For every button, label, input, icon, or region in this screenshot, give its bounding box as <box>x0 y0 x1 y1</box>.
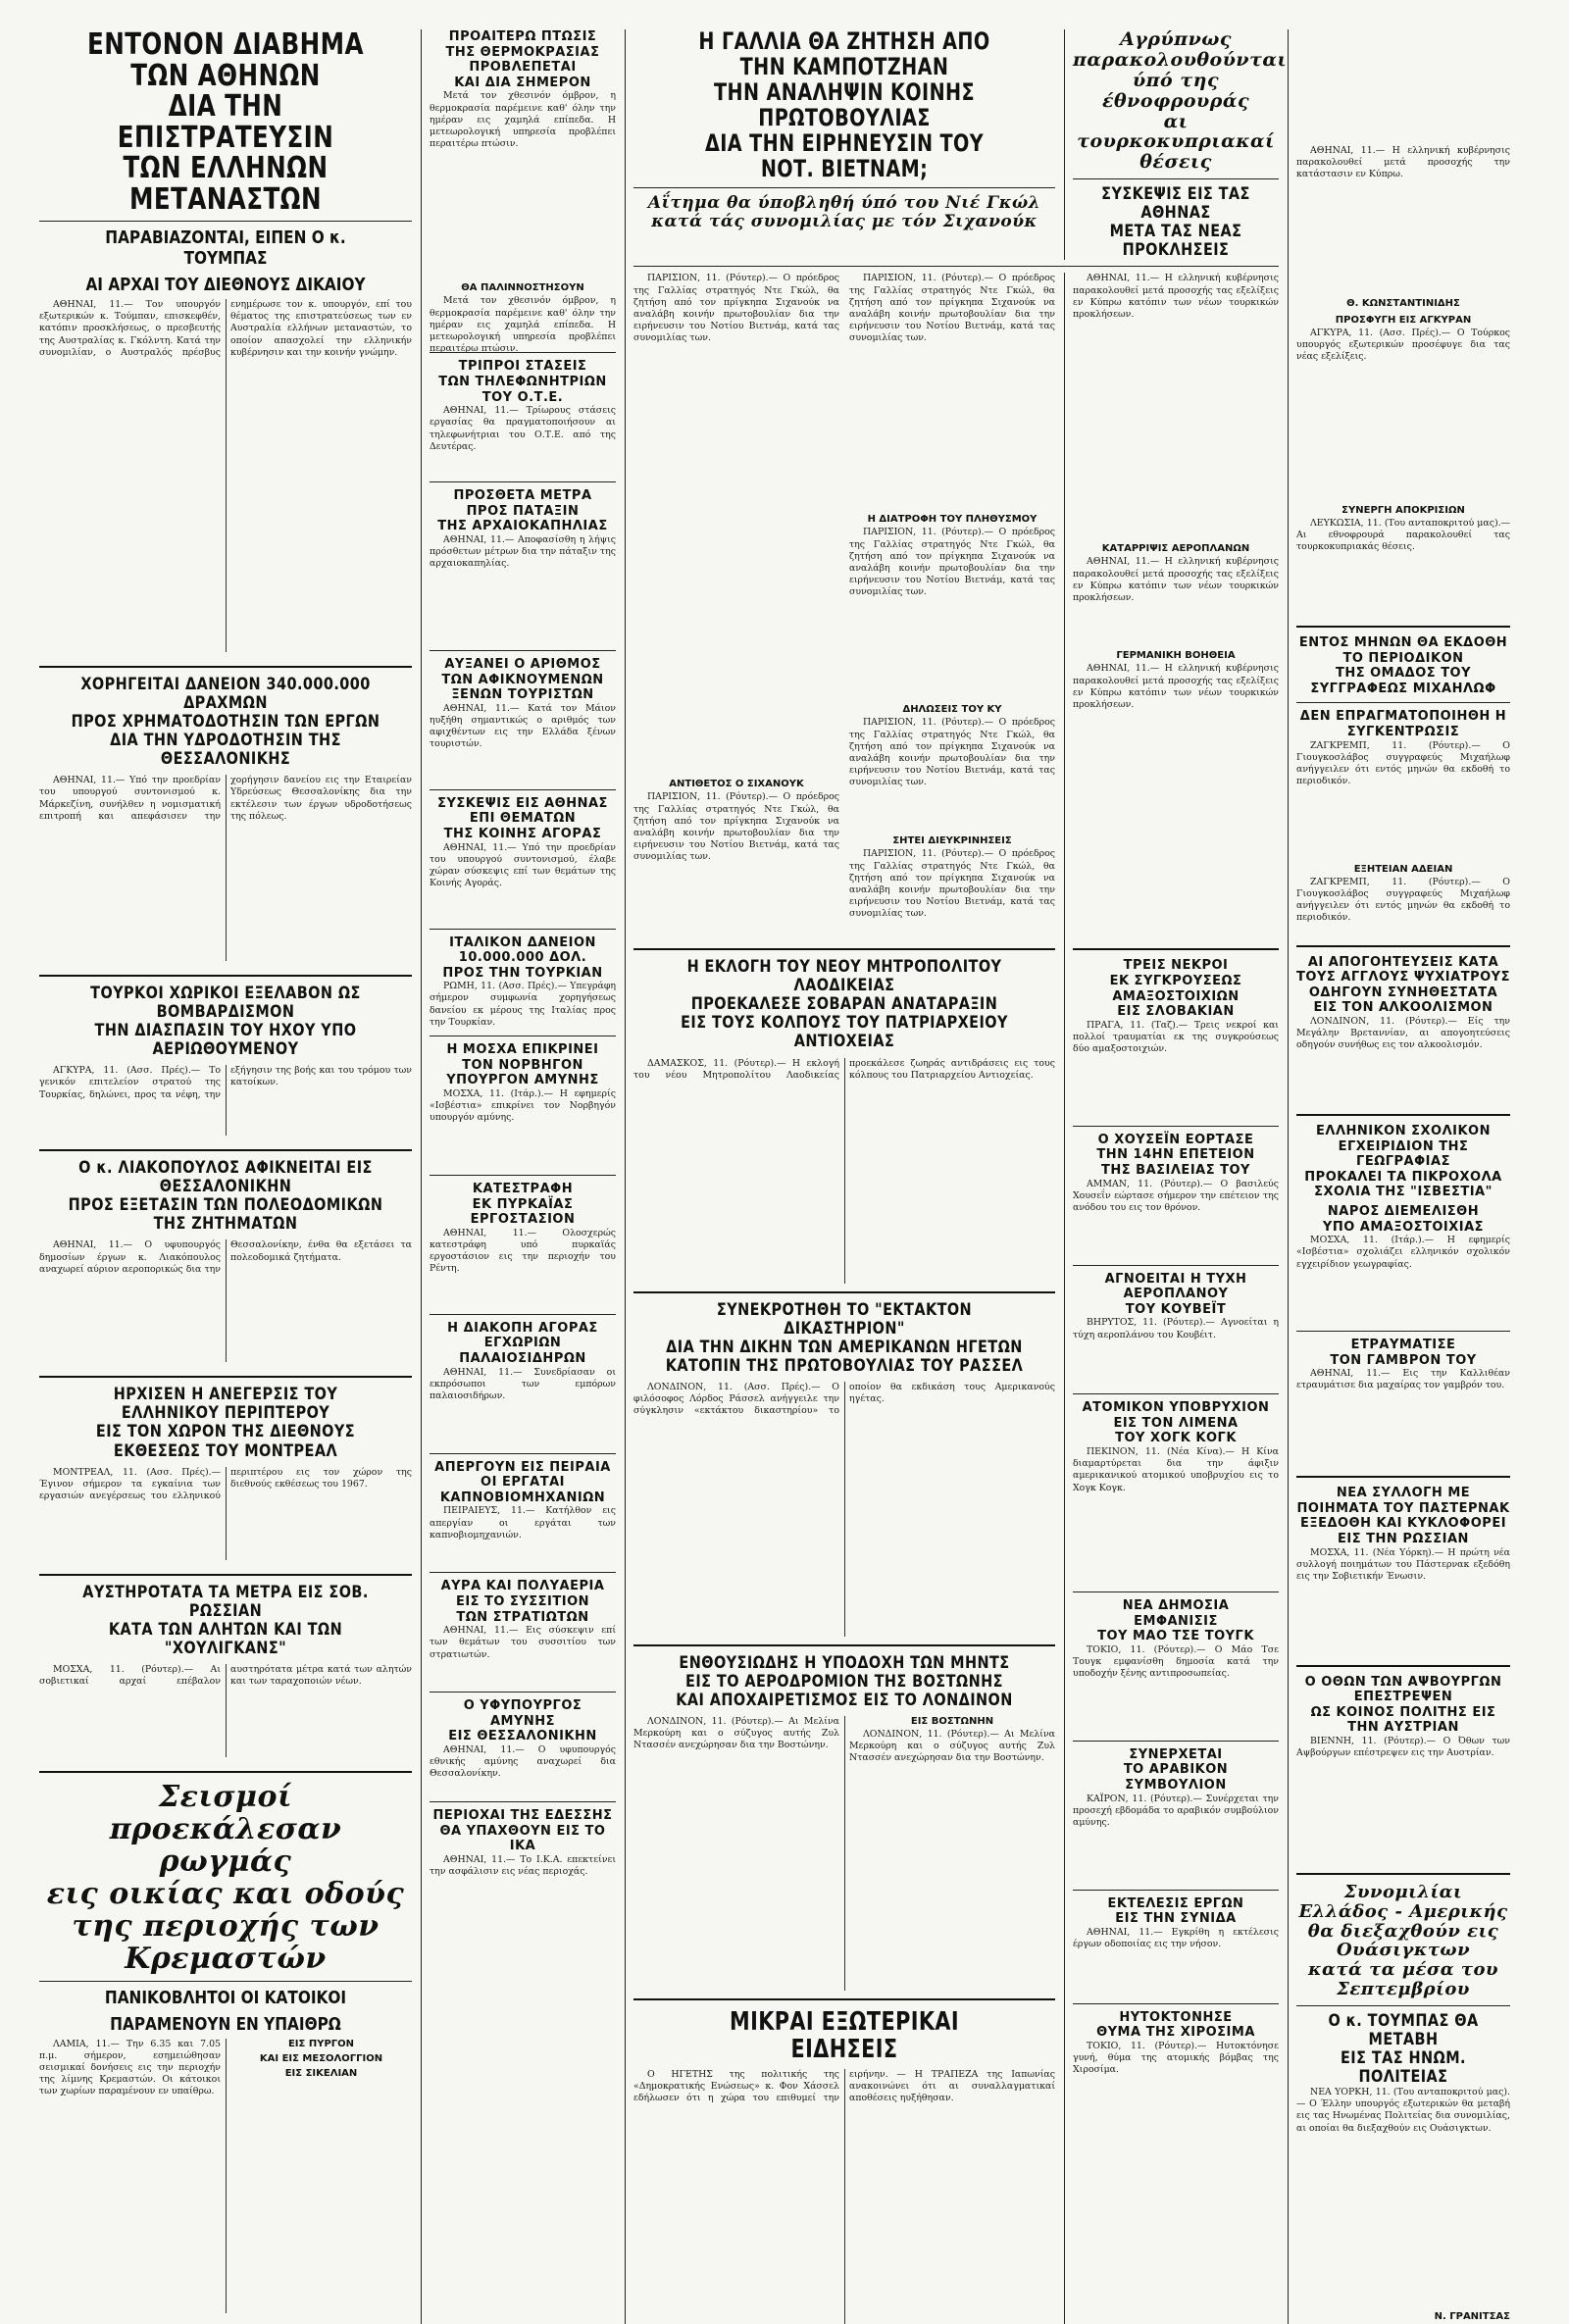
headline-line: ΑΥΞΑΝΕΙ Ο ΑΡΙΘΜΟΣ <box>444 656 601 672</box>
headline-line: ΞΕΝΩΝ ΤΟΥΡΙΣΤΩΝ <box>451 687 594 703</box>
article-sonic <box>39 985 412 1136</box>
headline-line: ΚΑΤΕΣΤΡΑΦΗ <box>472 1182 574 1197</box>
headline-line: ΤΩΝ ΑΦΙΚΝΟΥΜΕΝΩΝ <box>441 672 604 687</box>
article-text: ΒΗΡΥΤΟΣ, 11. (Ρόυτερ).— Αγνοείται η τύχη αεροπλάνου του Κουβέιτ. <box>1073 1317 1279 1340</box>
headline-line: Σεισμοί προεκάλεσαν ρωγμάς <box>109 1779 342 1879</box>
article-text: ΠΑΡΙΣΙΟΝ, 11. (Ρόυτερ).— Ο πρόεδρος της Γαλλίας στρατηγός Ντε Γκώλ, θα ζητήση από τον πρίγκηπα Σιχανούκ να αναλάβη κοινήν πρωτοβουλίαν δια την ειρήνευσιν του Νοτίου Βιετνάμ, κατά τας συνομιλίας των. <box>849 527 1055 598</box>
headline-line: ΤΗΝ 14ΗΝ ΕΠΕΤΕΙΟΝ <box>1096 1147 1255 1163</box>
headline-line: ΑΥΣΤΗΡΟΤΑΤΑ ΤΑ ΜΕΤΡΑ ΕΙΣ ΣΟΒ. ΡΩΣΣΙΑΝ <box>82 1582 369 1621</box>
headline-line: Ο κ. ΛΙΑΚΟΠΟΥΛΟΣ ΑΦΙΚΝΕΙΤΑΙ ΕΙΣ ΘΕΣΣΑΛΟΝΙΚΗΝ <box>78 1158 373 1197</box>
column-rule <box>421 29 422 2324</box>
article-text: ΑΘΗΝΑΙ, 11.— Εις σύσκεψιν επί των θεμάτων του συσσιτίου των στρατιωτών. <box>430 1625 616 1660</box>
article-text: ΜΟΝΤΡΕΑΛ, 11. (Ασσ. Πρές).— Έγινον σήμερον τα εγκαίνια των εργασιών ανεγέρσεως του ελληνικού περιπτέρου εις τον χώρον της διεθνούς εκθέσεως του 1967. <box>39 1466 412 1501</box>
column-rule <box>1288 29 1289 2324</box>
headline-line: ΤΗΣ ΒΑΣΙΛΕΙΑΣ ΤΟΥ <box>1101 1162 1250 1178</box>
article-text: ΛΟΝΔΙΝΟΝ, 11. (Ρόυτερ).— Αι Μελίνα Μερκούρη και ο σύζυγος αυτής Ζυλ Ντασσέν ανεχώρησαν δια την Βοστώνην. <box>633 1715 839 1751</box>
article-text: ΑΘΗΝΑΙ, 11.— Αποφασίσθη η λήψις πρόσθετων μέτρων δια την πάταξιν της αρχαιοκαπηλίας. <box>430 533 616 570</box>
article-france-cambodia <box>633 29 1055 260</box>
article-text: ΠΑΡΙΣΙΟΝ, 11. (Ρόυτερ).— Ο πρόεδρος της Γαλλίας στρατηγός Ντε Γκώλ, θα ζητήση από τον πρίγκηπα Σιχανούκ να αναλάβη κοινήν πρωτοβουλίαν δια την ειρήνευσιν του Νοτίου Βιετνάμ, κατά τας συνομιλίας των. <box>849 717 1055 788</box>
article-text: ΛΟΝΔΙΝΟΝ, 11. (Ασσ. Πρές).— Ο φιλόσοφος Λόρδος Ράσσελ ανήγγειλε την σύγκλησιν «εκτάκτου δικαστηρίου» το οποίον θα εκδικάση τους Αμερικανούς ηγέτας. <box>633 1381 1055 1417</box>
article-text: ΑΘΗΝΑΙ, 11.— Ο υφυπουργός δημοσίων έργων κ. Λιακόπουλος αναχωρεί αύριον αεροπορικώς δια την Θεσσαλονίκην, ένθα θα εξετάσει τα πολεοδομικά ζητήματα. <box>39 1239 412 1275</box>
headline-line: ΤΟΥ ΚΟΥΒΕΪΤ <box>1125 1301 1227 1317</box>
headline-line: ΙΤΑΛΙΚΟΝ ΔΑΝΕΙΟΝ <box>449 935 596 950</box>
center-subcolumn-c <box>1073 273 1279 940</box>
subheadline: ΠΑΡΑΒΙΑΖΟΝΤΑΙ, ΕΙΠΕΝ Ο κ. ΤΟΥΜΠΑΣ <box>105 227 346 269</box>
headline-line: ΣΥΣΚΕΨΙΣ ΕΙΣ ΑΘΗΝΑΣ <box>437 795 608 811</box>
article-text: ΠΕΚΙΝΟΝ, 11. (Νέα Κίνα).— Η Κίνα διαμαρτύρεται δια την άφιξιν αμερικανικού ατομικού υποβρυχίου εις το Χογκ Κογκ. <box>1073 1446 1279 1493</box>
article-text: ΑΘΗΝΑΙ, 11.— Ολοσχερώς κατεστράφη υπό πυρκαϊάς εργοστάσιον εις την περιοχήν του Ρέντη. <box>430 1227 616 1275</box>
headline-line: ΝΑΡΟΣ ΔΙΕΜΕΛΙΣΘΗ <box>1327 1203 1480 1219</box>
headline-line: ΑΤΟΜΙΚΟΝ ΥΠΟΒΡΥΧΙΟΝ <box>1082 1400 1270 1416</box>
headline-line: ΠΡΟΣ ΤΗΝ ΤΟΥΡΚΙΑΝ <box>442 965 603 981</box>
article-text: ΛΑΜΙΑ, 11.— Την 6.35 και 7.05 π.μ. σήμερον, εσημειώθησαν σεισμικαί δονήσεις εις την περιοχήν της λίμνης Κρεμαστών. Οι κάτοικοι των χωρίων παραμένουν εν υπαίθρω. <box>39 2038 221 2097</box>
headline-line: ΕΙΣ ΤΟΥΣ ΚΟΛΠΟΥΣ ΤΟΥ ΠΑΤΡΙΑΡΧΕΙΟΥ ΑΝΤΙΟΧΕΙΑΣ <box>681 1013 1008 1052</box>
headline-line: ΔΕΝ ΕΠΡΑΓΜΑΤΟΠΟΙΗΘΗ Η ΣΥΓΚΕΝΤΡΩΣΙΣ <box>1299 709 1507 739</box>
headline-line: ΩΣ ΚΟΙΝΟΣ ΠΟΛΙΤΗΣ ΕΙΣ ΤΗΝ ΑΥΣΤΡΙΑΝ <box>1310 1704 1496 1736</box>
headline-line: ΕΜΦΑΝΙΣΙΣ <box>1134 1613 1218 1629</box>
section-label: ΚΑΙ ΕΙΣ ΜΕΣΟΛΟΓΓΙΟΝ <box>259 2052 383 2064</box>
headline-line: ΣΥΜΒΟΥΛΙΟΝ <box>1125 1778 1227 1794</box>
article-text: ΝΕΑ ΥΟΡΚΗ, 11. (Του ανταποκριτού μας).— Ο Έλλην υπουργός εξωτερικών θα μεταβή εις τας Ηνωμένας Πολιτείας δια συνομιλίας, αι οποίαι θα διεξαχθούν εις Ουάσιγκτων. <box>1296 2086 1510 2134</box>
headline-line: ΔΙΑ ΤΗΝ ΔΙΚΗΝ ΤΩΝ ΑΜΕΡΙΚΑΝΩΝ ΗΓΕΤΩΝ <box>666 1337 1023 1357</box>
headline-line: Η ΔΙΑΚΟΠΗ ΑΓΟΡΑΣ <box>447 1320 598 1336</box>
headline-line: ΤΩΝ ΣΤΡΑΤΙΩΤΩΝ <box>456 1609 589 1625</box>
headline-line: ΕΙΣ ΤΗΝ ΣΥΝΙΔΑ <box>1115 1911 1237 1927</box>
headline-line: Η ΓΑΛΛΙΑ ΘΑ ΖΗΤΗΣΗ ΑΠΟ ΤΗΝ ΚΑΜΠΟΤΖΗΑΝ <box>698 27 990 80</box>
headline-line: Ο ΧΟΥΣΕΪΝ ΕΟΡΤΑΣΕ <box>1097 1132 1254 1147</box>
headline-line: ΤΗΣ ΘΕΡΜΟΚΡΑΣΙΑΣ <box>445 44 600 60</box>
article-text: ΜΟΣΧΑ, 11. (Ιτάρ.).— Η εφημερίς «Ισβέστια» επικρίνει τον Νορβηγόν υπουργόν αμύνης. <box>430 1088 616 1124</box>
headline-line: ΚΑΠΝΟΒΙΟΜΗΧΑΝΙΩΝ <box>439 1490 606 1505</box>
headline-line: της περιοχής των Κρεμαστών <box>72 1908 380 1976</box>
section-label: ΣΥΝΕΡΓΗ ΑΠΟΚΡΙΣΙΩΝ <box>1341 505 1465 516</box>
byline: Ν. ΓΡΑΝΙΤΣΑΣ <box>1434 2310 1510 2322</box>
article-text: ΑΘΗΝΑΙ, 11.— Το Ι.Κ.Α. επεκτείνει την ασφάλισιν εις νέας περιοχάς. <box>430 1853 616 1877</box>
headline-line: ΜΕΤΑ ΤΑΣ ΝΕΑΣ ΠΡΟΚΛΗΣΕΙΣ <box>1109 222 1242 261</box>
article-loan <box>39 676 412 961</box>
article-text: ΛΟΝΔΙΝΟΝ, 11. (Ρόυτερ).— Είς την Μεγάλην Βρεταννίαν, αι απογοητεύσεις οδηγούν συνήθως εις τον αλκοολισμόν. <box>1296 1015 1510 1051</box>
column-briefs <box>430 29 616 2324</box>
headline-line: ΕΤΡΑΥΜΑΤΙΣΕ <box>1350 1338 1456 1353</box>
headline-line: ΚΑΙ ΑΠΟΧΑΙΡΕΤΙΣΜΟΣ ΕΙΣ ΤΟ ΛΟΝΔΙΝΟΝ <box>676 1690 1013 1710</box>
article-liakopoulos <box>39 1159 412 1362</box>
headline-line: ΕΠΙ ΘΕΜΑΤΩΝ <box>469 811 577 827</box>
article-text: ΜΟΣΧΑ, 11. (Ρόυτερ).— Αι σοβιετικαί αρχαί επέβαλον αυστηρότατα μέτρα κατά των αλητών και των ταραχοποιών νέων. <box>39 1663 412 1687</box>
article-text: ΑΘΗΝΑΙ, 11.— Η ελληνική κυβέρνησις παρακολουθεί μετά προσοχής την κατάστασιν εν Κύπρω. <box>1296 145 1510 180</box>
headline-line: κατά τα μέσα του Σεπτεμβρίου <box>1308 1959 1498 2000</box>
headline-line: Ο ΥΦΥΠΟΥΡΓΟΣ ΑΜΥΝΗΣ <box>463 1698 582 1729</box>
section-label: ΕΙΣ ΠΥΡΓΟΝ <box>287 2038 355 2049</box>
headline-line: 10.000.000 ΔΟΛ. <box>458 950 587 966</box>
subheadline: ΑΙ ΑΡΧΑΙ ΤΟΥ ΔΙΕΘΝΟΥΣ ΔΙΚΑΙΟΥ <box>85 275 366 295</box>
article-text: Ο ΗΓΕΤΗΣ της πολιτικής της «Δημοκρατικής Ενώσεως» κ. Φον Χάσσελ εδήλωσεν ότι η χώρα του επιθυμεί την ειρήνην. — Η ΤΡΑΠΕΖΑ της Ιαπωνίας ανακοινώνει ότι αι συναλλαγματικαί αποθέσεις ηυξήθησαν. <box>633 2068 1055 2104</box>
article-text: ΠΑΡΙΣΙΟΝ, 11. (Ρόυτερ).— Ο πρόεδρος της Γαλλίας στρατηγός Ντε Γκώλ, θα ζητήση από τον πρίγκηπα Σιχανούκ να αναλάβη κοινήν πρωτοβουλίαν δια την ειρήνευσιν του Νοτίου Βιετνάμ, κατά τας συνομιλίας των. <box>633 791 839 863</box>
headline-line: ΕΞΕΔΟΘΗ ΚΑΙ ΚΥΚΛΟΦΟΡΕΙ ΕΙΣ ΤΗΝ ΡΩΣΣΙΑΝ <box>1299 1516 1507 1547</box>
article-hooligans <box>39 1584 412 1757</box>
article-text: ΑΘΗΝΑΙ, 11.— Τον υπουργόν εξωτερικών κ. Τούμπαν, επισκεφθέν, κατόπιν προσκλήσεως, ο πρεσβευτής της Αυστραλίας κ. Γκόλντη. Κατά την συνομιλίαν, ο Αυστραλός πρέσβυς ενημέρωσε τον κ. υπουργόν, επί του θέματος της επιστρατεύσεως των εν Αυστραλία ελλήνων μεταναστών, το οποίον απασχολεί την ελληνικήν κυβέρνησιν και την κοινήν γνώμην. <box>39 299 412 358</box>
headline-line: ΚΑΤΑ ΤΩΝ ΑΛΗΤΩΝ ΚΑΙ ΤΩΝ "ΧΟΥΛΙΓΚΑΝΣ" <box>108 1619 343 1658</box>
article-earthquakes <box>39 1781 412 2324</box>
article-text: ΑΘΗΝΑΙ, 11.— Υπό την προεδρίαν του υπουργού συντονισμού, έλαβε χώραν σύσκεψις επί των θεμάτων της Κοινής Αγοράς. <box>430 841 616 889</box>
headline-line: ΕΚ ΠΥΡΚΑΪΑΣ <box>472 1196 574 1212</box>
article-text: ΖΑΓΚΡΕΜΠ, 11. (Ρόυτερ).— Ο Γιουγκοσλάβος συγγραφεύς Μιχαήλωφ ανήγγειλεν ότι εντός μηνών θα εκδοθή το περιοδικόν. <box>1296 876 1510 924</box>
headline-line: ΕΡΓΟΣΤΑΣΙΟΝ <box>470 1212 576 1228</box>
headline-line: Η ΕΚΛΟΓΗ ΤΟΥ ΝΕΟΥ ΜΗΤΡΟΠΟΛΙΤΟΥ ΛΑΟΔΙΚΕΙΑΣ <box>686 957 1002 996</box>
center-briefs <box>1073 940 1279 2324</box>
section-label: ΑΝΤΙΘΕΤΟΣ Ο ΣΙΧΑΝΟΥΚ <box>669 779 804 790</box>
headline-line: ΗΥΤΟΚΤΟΝΗΣΕ <box>1119 2009 1233 2025</box>
headline-line: κατά τάς συνομιλίας με τόν Σιχανούκ <box>651 212 1038 232</box>
headline-line: ΠΡΟΕΚΑΛΕΣΕ ΣΟΒΑΡΑΝ ΑΝΑΤΑΡΑΞΙΝ <box>690 994 998 1015</box>
headline-line: θα διεξαχθούν εις Ουάσιγκτων <box>1307 1920 1499 1961</box>
headline-line: Ο κ. ΤΟΥΜΠΑΣ ΘΑ ΜΕΤΑΒΗ <box>1328 2010 1479 2049</box>
headline-line: ΟΔΗΓΟΥΝ ΣΥΝΗΘΕΣΤΑΤΑ ΕΙΣ ΤΟΝ ΑΛΚΟΟΛΙΣΜΟΝ <box>1308 985 1498 1016</box>
headline-line: ΕΝΤΟΝΟΝ ΔΙΑΒΗΜΑ ΤΩΝ ΑΘΗΝΩΝ <box>87 27 364 93</box>
article-text: ΛΕΥΚΩΣΙΑ, 11. (Του ανταποκριτού μας).— Αι εθνοφρουρά παρακολουθεί τας τουρκοκυπριακάς θέσεις. <box>1296 518 1510 553</box>
headline-line: ΟΙ ΕΡΓΑΤΑΙ <box>481 1475 565 1490</box>
article-text: ΑΓΚΥΡΑ, 11. (Ασσ. Πρές).— Το γενικόν επιτελείον στρατού της Τουρκίας, δηλώνει, προς τα νέφη, την εξήγησιν της βοής και του τρόμου των κατοίκων. <box>39 1065 412 1100</box>
headline-line: ΝΕΑ ΔΗΜΟΣΙΑ <box>1122 1598 1230 1614</box>
headline-line: ΕΙΣ ΤΟ ΣΥΣΣΙΤΙΟΝ <box>455 1594 590 1609</box>
headline-line: ΔΙΑ ΤΗΝ ΕΠΙΣΤΡΑΤΕΥΣΙΝ <box>117 89 334 155</box>
headline-line: ΤΟΥ Ο.Τ.Ε. <box>481 389 564 405</box>
headline-line: ΑΙ ΑΠΟΓΟΗΤΕΥΣΕΙΣ ΚΑΤΑ ΤΟΥΣ ΑΓΓΛΟΥΣ ΨΥΧΙΑΤΡΟΥΣ <box>1296 954 1510 985</box>
headline-line: Αγρύπνως παρακολουθούνται <box>1073 28 1288 71</box>
headline-line: ύπό της έθνοφρουράς <box>1101 69 1250 112</box>
article-text: Μετά τον χθεσινόν όμβρον, η θερμοκρασία παρέμεινε καθ' όλην την ημέραν εις χαμηλά επίπεδα. Η μετεωρολογική υπηρεσία προβλέπει περαιτέρω πτώσιν. <box>430 295 616 355</box>
article-text: ΠΑΡΙΣΙΟΝ, 11. (Ρόυτερ).— Ο πρόεδρος της Γαλλίας στρατηγός Ντε Γκώλ, θα ζητήση από τον πρίγκηπα Σιχανούκ να αναλάβη κοινήν πρωτοβουλίαν δια την ειρήνευσιν του Νοτίου Βιετνάμ, κατά τας συνομιλίας των. <box>849 848 1055 920</box>
headline-line: ΜΙΚΡΑΙ ΕΞΩΤΕΡΙΚΑΙ ΕΙΔΗΣΕΙΣ <box>729 2006 960 2064</box>
subheadline: ΠΑΡΑΜΕΝΟΥΝ ΕΝ ΥΠΑΙΘΡΩ <box>110 2013 341 2035</box>
headline-line: ΠΡΟΚΑΛΕΙ ΤΑ ΠΙΚΡΟΧΟΛΑ ΣΧΟΛΙΑ ΤΗΣ "ΙΣΒΕΣΤΙΑ" <box>1304 1169 1502 1200</box>
headline-line: ΑΕΡΟΠΛΑΝΟΥ <box>1123 1287 1229 1302</box>
section-label: ΔΗΛΩΣΕΙΣ ΤΟΥ ΚΥ <box>902 704 1002 716</box>
article-text: ΚΑΪΡΟΝ, 11. (Ρόυτερ).— Συνέρχεται την προσεχή εβδομάδα το αραβικόν συμβούλιον αμύνης. <box>1073 1793 1279 1829</box>
headline-line: ΤΟΥΡΚΟΙ ΧΩΡΙΚΟΙ ΕΞΕΛΑΒΟΝ ΩΣ ΒΟΜΒΑΡΔΙΣΜΟΝ <box>90 984 361 1023</box>
headline-line: ΣΥΣΚΕΨΙΣ ΕΙΣ ΤΑΣ ΑΘΗΝΑΣ <box>1101 184 1250 224</box>
headline-line: ΤΡΙΠΡΟΙ ΣΤΑΣΕΙΣ <box>458 359 587 375</box>
headline-line: ΑΥΡΑ ΚΑΙ ΠΟΛΥΑΕΡΙΑ <box>440 1579 605 1594</box>
headline-line: ΕΙΣ ΣΛΟΒΑΚΙΑΝ <box>1117 1004 1235 1020</box>
section-label: ΕΙΣ ΒΟΣΤΩΝΗΝ <box>910 1715 994 1727</box>
headline-line: ΝΕΑ ΣΥΛΛΟΓΗ ΜΕ ΠΟΙΗΜΑΤΑ ΤΟΥ ΠΑΣΤΕΡΝΑΚ <box>1296 1486 1510 1516</box>
headline-line: ΑΠΕΡΓΟΥΝ ΕΙΣ ΠΕΙΡΑΙΑ <box>434 1459 611 1475</box>
article-text: ΑΘΗΝΑΙ, 11.— Κατά τον Μάιον ηυξήθη σημαντικώς ο αριθμός των αφιχθέντων εις την Ελλάδα ξένων τουριστών. <box>430 702 616 750</box>
article-montreal <box>39 1386 412 1559</box>
section-label: ΕΙΣ ΣΙΚΕΛΙΑΝ <box>284 2067 358 2079</box>
section-label: ΚΑΤΑΡΡΙΨΙΣ ΑΕΡΟΠΛΑΝΩΝ <box>1101 543 1250 555</box>
article-text: ΑΜΜΑΝ, 11. (Ρόυτερ).— Ο βασιλεύς Χουσεΐν εώρτασε σήμερον την επέτειον της ανόδου του εις τον θρόνον. <box>1073 1178 1279 1213</box>
headline-line: ΠΡΟΑΙΤΕΡΩ ΠΤΩΣΙΣ <box>448 29 597 44</box>
headline-line: ΗΡΧΙΣΕΝ Η ΑΝΕΓΕΡΣΙΣ ΤΟΥ ΕΛΛΗΝΙΚΟΥ ΠΕΡΙΠΤΕΡΟΥ <box>113 1385 338 1424</box>
headline-line: ΘΥΜΑ ΤΗΣ ΧΙΡΟΣΙΜΑ <box>1096 2025 1255 2041</box>
headline-line: ΠΡΟΣ ΧΡΗΜΑΤΟΔΟΤΗΣΙΝ ΤΩΝ ΕΡΓΩΝ <box>71 712 380 733</box>
headline-line: ΤΗΝ ΔΙΑΣΠΑΣΙΝ ΤΟΥ ΗΧΟΥ ΥΠΟ ΑΕΡΙΩΘΟΥΜΕΝΟΥ <box>94 1021 357 1060</box>
headline-line: ΚΑΤΟΠΙΝ ΤΗΣ ΠΡΩΤΟΒΟΥΛΙΑΣ ΤΟΥ ΡΑΣΣΕΛ <box>665 1355 1024 1376</box>
article-text: ΑΘΗΝΑΙ, 11.— Ο υφυπουργός εθνικής αμύνης αναχωρεί δια Θεσσαλονίκην. <box>430 1743 616 1780</box>
section-label: ΠΡΟΣΦΥΓΗ ΕΙΣ ΑΓΚΥΡΑΝ <box>1335 315 1472 326</box>
headline-line: ΠΕΡΙΟΧΑΙ ΤΗΣ ΕΔΕΣΣΗΣ <box>432 1807 613 1823</box>
headline-line: ΘΑ ΥΠΑΧΘΟΥΝ ΕΙΣ ΤΟ ΙΚΑ <box>439 1823 606 1854</box>
headline-line: ΤΡΕΙΣ ΝΕΚΡΟΙ <box>1123 958 1229 974</box>
headline-line: Η ΜΟΣΧΑ ΕΠΙΚΡΙΝΕΙ <box>446 1042 599 1058</box>
article-text: ΜΟΣΧΑ, 11. (Ιτάρ.).— Η εφημερίς «Ισβέστια» σχολιάζει ελληνικόν σχολικόν εγχειρίδιον γεωγραφίας. <box>1296 1235 1510 1270</box>
article-emigrants <box>39 29 412 652</box>
column-left <box>39 29 412 2324</box>
section-label: ΓΕΡΜΑΝΙΚΗ ΒΟΗΘΕΙΑ <box>1116 650 1236 662</box>
article-text: ΤΟΚΙΟ, 11. (Ρόυτερ).— Ηυτοκτόνησε γυνή, θύμα της ατομικής βόμβας της Χιροσίμα. <box>1073 2041 1279 2076</box>
headline-line: ΑΜΑΞΟΣΤΟΙΧΙΩΝ <box>1112 988 1240 1004</box>
article-text: ΑΘΗΝΑΙ, 11.— Η ελληνική κυβέρνησις παρακολουθεί μετά προσοχής τας εξελίξεις εν Κύπρω κατόπιν των νέων τουρκικών προκλήσεων. <box>1073 273 1279 320</box>
column-center <box>633 27 1288 2324</box>
headline-line: ΧΟΡΗΓΕΙΤΑΙ ΔΑΝΕΙΟΝ 340.000.000 ΔΡΑΧΜΩΝ <box>80 675 371 714</box>
headline-line: ΤΟΥ ΜΑΟ ΤΣΕ ΤΟΥΓΚ <box>1097 1629 1254 1644</box>
headline-line: ΤΟΝ ΝΟΡΒΗΓΟΝ <box>462 1057 583 1073</box>
headline-line: ΠΡΟΣ ΠΑΤΑΞΙΝ <box>466 503 580 519</box>
headline-line: ΕΚΤΕΛΕΣΙΣ ΕΡΓΩΝ <box>1107 1895 1244 1911</box>
article-text: ΑΓΚΥΡΑ, 11. (Ασσ. Πρές).— Ο Τούρκος υπουργός εξωτερικών προσέφυγε δια τας νέας εξελίξεις. <box>1296 328 1510 363</box>
headline-line: ΕΙΣ ΤΟΝ ΛΙΜΕΝΑ <box>1113 1415 1239 1431</box>
headline-line: ΥΠΟ ΑΜΑΞΟΣΤΟΙΧΙΑΣ <box>1322 1219 1485 1235</box>
section-label: ΘΑ ΠΑΛΙΝΝΟΣΤΗΣΟΥΝ <box>461 282 584 294</box>
column-right <box>1296 29 1510 2324</box>
section-label: Θ. ΚΩΝΣΤΑΝΤΙΝΙΔΗΣ <box>1346 298 1460 309</box>
headline-line: ΕΝΘΟΥΣΙΩΔΗΣ Η ΥΠΟΔΟΧΗ ΤΩΝ ΜΗΝΤΣ <box>679 1652 1010 1673</box>
article-text: ΖΑΓΚΡΕΜΠ, 11. (Ρόυτερ).— Ο Γιουγκοσλάβος συγγραφεύς Μιχαήλωφ ανήγγειλεν ότι εντός μηνών θα εκδοθή το περιοδικόν. <box>1296 739 1510 787</box>
headline-line: ΤΩΝ ΤΗΛΕΦΩΝΗΤΡΙΩΝ <box>438 374 607 389</box>
headline-line: ΤΩΝ ΕΛΛΗΝΩΝ ΜΕΤΑΝΑΣΤΩΝ <box>123 151 329 217</box>
subheadline: ΠΑΝΙΚΟΒΛΗΤΟΙ ΟΙ ΚΑΤΟΙΚΟΙ <box>104 1987 347 2008</box>
headline-line: ΠΡΟΣΘΕΤΑ ΜΕΤΡΑ <box>453 488 592 504</box>
headline-line: εις οικίας και οδούς <box>46 1876 405 1911</box>
article-text: ΑΘΗΝΑΙ, 11.— Συνεδρίασαν οι εκπρόσωποι των εμπόρων παλαιοσιδήρων. <box>430 1366 616 1402</box>
headline-line: ΤΗΣ ΑΡΧΑΙΟΚΑΠΗΛΙΑΣ <box>437 519 608 534</box>
article-cyprus-header <box>1073 28 1288 261</box>
center-subcolumn-a <box>633 273 839 940</box>
headline-line: ΕΙΣ ΘΕΣΣΑΛΟΝΙΚΗΝ <box>448 1729 597 1744</box>
headline-line: ΠΑΛΑΙΟΣΙΔΗΡΩΝ <box>459 1351 586 1367</box>
headline-line: ΤΟΥ ΧΟΓΚ ΚΟΓΚ <box>1115 1431 1237 1446</box>
article-text: ΑΘΗΝΑΙ, 11.— Τρίωρους στάσεις εργασίας θα πραγματοποιήσουν αι τηλεφωνήτριαι του Ο.Τ.Ε. από της Δευτέρας. <box>430 405 616 452</box>
headline-line: ΕΝΤΟΣ ΜΗΝΩΝ ΘΑ ΕΚΔΟΘΗ ΤΟ ΠΕΡΙΟΔΙΚΟΝ <box>1298 635 1508 666</box>
headline-line: ΣΥΝΕΚΡΟΤΗΘΗ ΤΟ "ΕΚΤΑΚΤΟΝ ΔΙΚΑΣΤΗΡΙΟΝ" <box>716 1299 973 1339</box>
article-text: ΑΘΗΝΑΙ, 11.— Εγκρίθη η εκτέλεσις έργων οδοποιίας εις την νήσον. <box>1073 1926 1279 1950</box>
center-subcolumn-b <box>849 273 1055 940</box>
headline-line: Αΐτημα θα ύποβληθή ύπό του Νιέ Γκώλ <box>647 193 1041 214</box>
headline-line: ΠΡΟΣ ΕΞΕΤΑΣΙΝ ΤΩΝ ΠΟΛΕΟΔΟΜΙΚΩΝ ΤΗΣ ΖΗΤΗΜΑΤΩΝ <box>68 1195 383 1235</box>
newspaper-page <box>39 27 1540 2322</box>
headline-line: Συνομιλίαι Ελλάδος - Αμερικής <box>1298 1882 1508 1922</box>
article-text: ΛΟΝΔΙΝΟΝ, 11. (Ρόυτερ).— Αι Μελίνα Μερκούρη και ο σύζυγος αυτής Ζυλ Ντασσέν ανεχώρησαν δια την Βοστώνην. <box>849 1728 1055 1764</box>
headline-line: ΕΛΛΗΝΙΚΟΝ ΣΧΟΛΙΚΟΝ ΕΓΧΕΙΡΙΔΙΟΝ ΤΗΣ ΓΕΩΓΡΑΦΙΑΣ <box>1316 1123 1491 1170</box>
headline-line: ΕΓΧΩΡΙΩΝ <box>483 1336 562 1351</box>
headline-line: Ο ΟΘΩΝ ΤΩΝ ΑΨΒΟΥΡΓΩΝ ΕΠΕΣΤΡΕΨΕΝ <box>1304 1674 1502 1705</box>
article-text: ΑΘΗΝΑΙ, 11.— Η ελληνική κυβέρνησις παρακολουθεί μετά προσοχής τας εξελίξεις εν Κύπρω κατόπιν των νέων τουρκικών προκλήσεων. <box>1073 556 1279 603</box>
article-text: ΡΩΜΗ, 11. (Ασσ. Πρές).— Υπεγράφη σήμερον συμφωνία χορηγήσεως δανείου εκ μέρους της Ιταλίας προς την Τουρκίαν. <box>430 981 616 1028</box>
article-text: ΔΑΜΑΣΚΟΣ, 11. (Ρόυτερ).— Η εκλογή του νέου Μητροπολίτου Λαοδικείας προεκάλεσε ζωηράς αντιδράσεις εις τους κόλπους του Πατριαρχείου Αντιοχείας. <box>633 1057 1055 1081</box>
headline-line: ΥΠΟΥΡΓΟΝ ΑΜΥΝΗΣ <box>446 1073 599 1088</box>
headline-line: αι τουρκοκυπριακαί θέσεις <box>1077 110 1275 174</box>
headline-line: ΤΟ ΑΡΑΒΙΚΟΝ <box>1123 1762 1229 1778</box>
headline-line: ΤΟΝ ΓΑΜΒΡΟΝ ΤΟΥ <box>1330 1352 1477 1368</box>
headline-line: ΕΙΣ ΤΟ ΑΕΡΟΔΡΟΜΙΟΝ ΤΗΣ ΒΟΣΤΩΝΗΣ <box>685 1671 1003 1692</box>
headline-line: ΑΓΝΟΕΙΤΑΙ Η ΤΥΧΗ <box>1104 1271 1247 1287</box>
headline-line: ΕΚ ΣΥΓΚΡΟΥΣΕΩΣ <box>1109 973 1242 988</box>
article-text: ΑΘΗΝΑΙ, 11.— Υπό την προεδρίαν του υπουργού συντονισμού κ. Μάρκεζίνη, συνήλθεν η νομισματική επιτροπή και απεφάσισεν την χορήγησιν δανείου εις την Εταιρείαν Υδρεύσεως Θεσσαλονίκης δια την εκτέλεσιν των έργων υδροδοτήσεως της πόλεως. <box>39 775 412 822</box>
article-text: Μετά τον χθεσινόν όμβρον, η θερμοκρασία παρέμεινε καθ' όλην την ημέραν εις χαμηλά επίπεδα. Η μετεωρολογική υπηρεσία προβλέπει περαιτέρω πτώσιν. <box>430 90 616 150</box>
section-label: Η ΔΙΑΤΡΟΦΗ ΤΟΥ ΠΛΗΘΥΣΜΟΥ <box>867 514 1038 526</box>
article-text: ΠΡΑΓΑ, 11. (Ταζ).— Τρεις νεκροί και πολλοί τραυματίαι εκ της συγκρούσεως δύο αμαξοστοιχιών. <box>1073 1019 1279 1055</box>
article-text: ΤΟΚΙΟ, 11. (Ρόυτερ).— Ο Μάο Τσε Τουγκ εμφανίσθη δημοσία κατά την υποδοχήν ξένης αντιπροσωπείας. <box>1073 1643 1279 1680</box>
article-text: ΑΘΗΝΑΙ, 11.— Η ελληνική κυβέρνησις παρακολουθεί μετά προσοχής τας εξελίξεις εν Κύπρω κατόπιν των νέων τουρκικών προκλήσεων. <box>1073 663 1279 710</box>
article-text: ΑΘΗΝΑΙ, 11.— Εις την Καλλιθέαν ετραυμάτισε δια μαχαίρας τον γαμβρόν του. <box>1296 1368 1510 1391</box>
headline-line: ΤΗΝ ΑΝΑΛΗΨΙΝ ΚΟΙΝΗΣ ΠΡΩΤΟΒΟΥΛΙΑΣ <box>713 77 976 131</box>
article-laodicea <box>633 940 1055 2324</box>
headline-line: ΕΙΣ ΤΟΝ ΧΩΡΟΝ ΤΗΣ ΔΙΕΘΝΟΥΣ ΕΚΘΕΣΕΩΣ ΤΟΥ ΜΟΝΤΡΕΑΛ <box>95 1422 356 1461</box>
section-label: ΣΗΤΕΙ ΔΙΕΥΚΡΙΝΗΣΕΙΣ <box>892 835 1012 847</box>
headline-line: ΤΗΣ ΚΟΙΝΗΣ ΑΓΟΡΑΣ <box>443 826 602 841</box>
article-text: ΠΑΡΙΣΙΟΝ, 11. (Ρόυτερ).— Ο πρόεδρος της Γαλλίας στρατηγός Ντε Γκώλ, θα ζητήση από τον πρίγκηπα Σιχανούκ να αναλάβη κοινήν πρωτοβουλίαν δια την ειρήνευσιν του Νοτίου Βιετνάμ, κατά τας συνομιλίας των. <box>849 273 1055 344</box>
headline-line: ΤΗΣ ΟΜΑΔΟΣ ΤΟΥ ΣΥΓΓΡΑΦΕΩΣ ΜΙΧΑΗΛΩΦ <box>1310 666 1496 696</box>
column-rule <box>625 29 626 2324</box>
article-text: ΠΕΙΡΑΙΕΥΣ, 11.— Κατήλθον εις απεργίαν οι εργάται των καπνοβιομηχανιών. <box>430 1505 616 1541</box>
article-text: ΠΑΡΙΣΙΟΝ, 11. (Ρόυτερ).— Ο πρόεδρος της Γαλλίας στρατηγός Ντε Γκώλ, θα ζητήση από τον πρίγκηπα Σιχανούκ να αναλάβη κοινήν πρωτοβουλίαν δια την ειρήνευσιν του Νοτίου Βιετνάμ, κατά τας συνομιλίας των. <box>633 273 839 344</box>
headline-line: ΕΙΣ ΤΑΣ ΗΝΩΜ. ΠΟΛΙΤΕΙΑΣ <box>1341 2047 1466 2087</box>
headline-line: ΚΑΙ ΔΙΑ ΣΗΜΕΡΟΝ <box>454 75 591 90</box>
headline-line: ΔΙΑ ΤΗΝ ΥΔΡΟΔΟΤΗΣΙΝ ΤΗΣ ΘΕΣΣΑΛΟΝΙΚΗΣ <box>110 731 341 770</box>
headline-line: ΣΥΝΕΡΧΕΤΑΙ <box>1129 1746 1223 1762</box>
article-text: ΒΙΕΝΝΗ, 11. (Ρόυτερ).— Ο Όθων των Αψβούργων επέστρεψεν εις την Αυστρίαν. <box>1296 1736 1510 1759</box>
section-label: ΕΞΗΤΕΙΑΝ ΑΔΕΙΑΝ <box>1353 863 1453 875</box>
headline-line: ΔΙΑ ΤΗΝ ΕΙΡΗΝΕΥΣΙΝ ΤΟΥ ΝΟΤ. ΒΙΕΤΝΑΜ; <box>704 128 985 182</box>
headline-line: ΠΡΟΒΛΕΠΕΤΑΙ <box>469 60 577 76</box>
article-text: ΜΟΣΧΑ, 11. (Νέα Υόρκη).— Η πρώτη νέα συλλογή ποιημάτων του Πάστερνακ εξεδόθη εις την Σοβιετικήν Ένωσιν. <box>1296 1546 1510 1583</box>
